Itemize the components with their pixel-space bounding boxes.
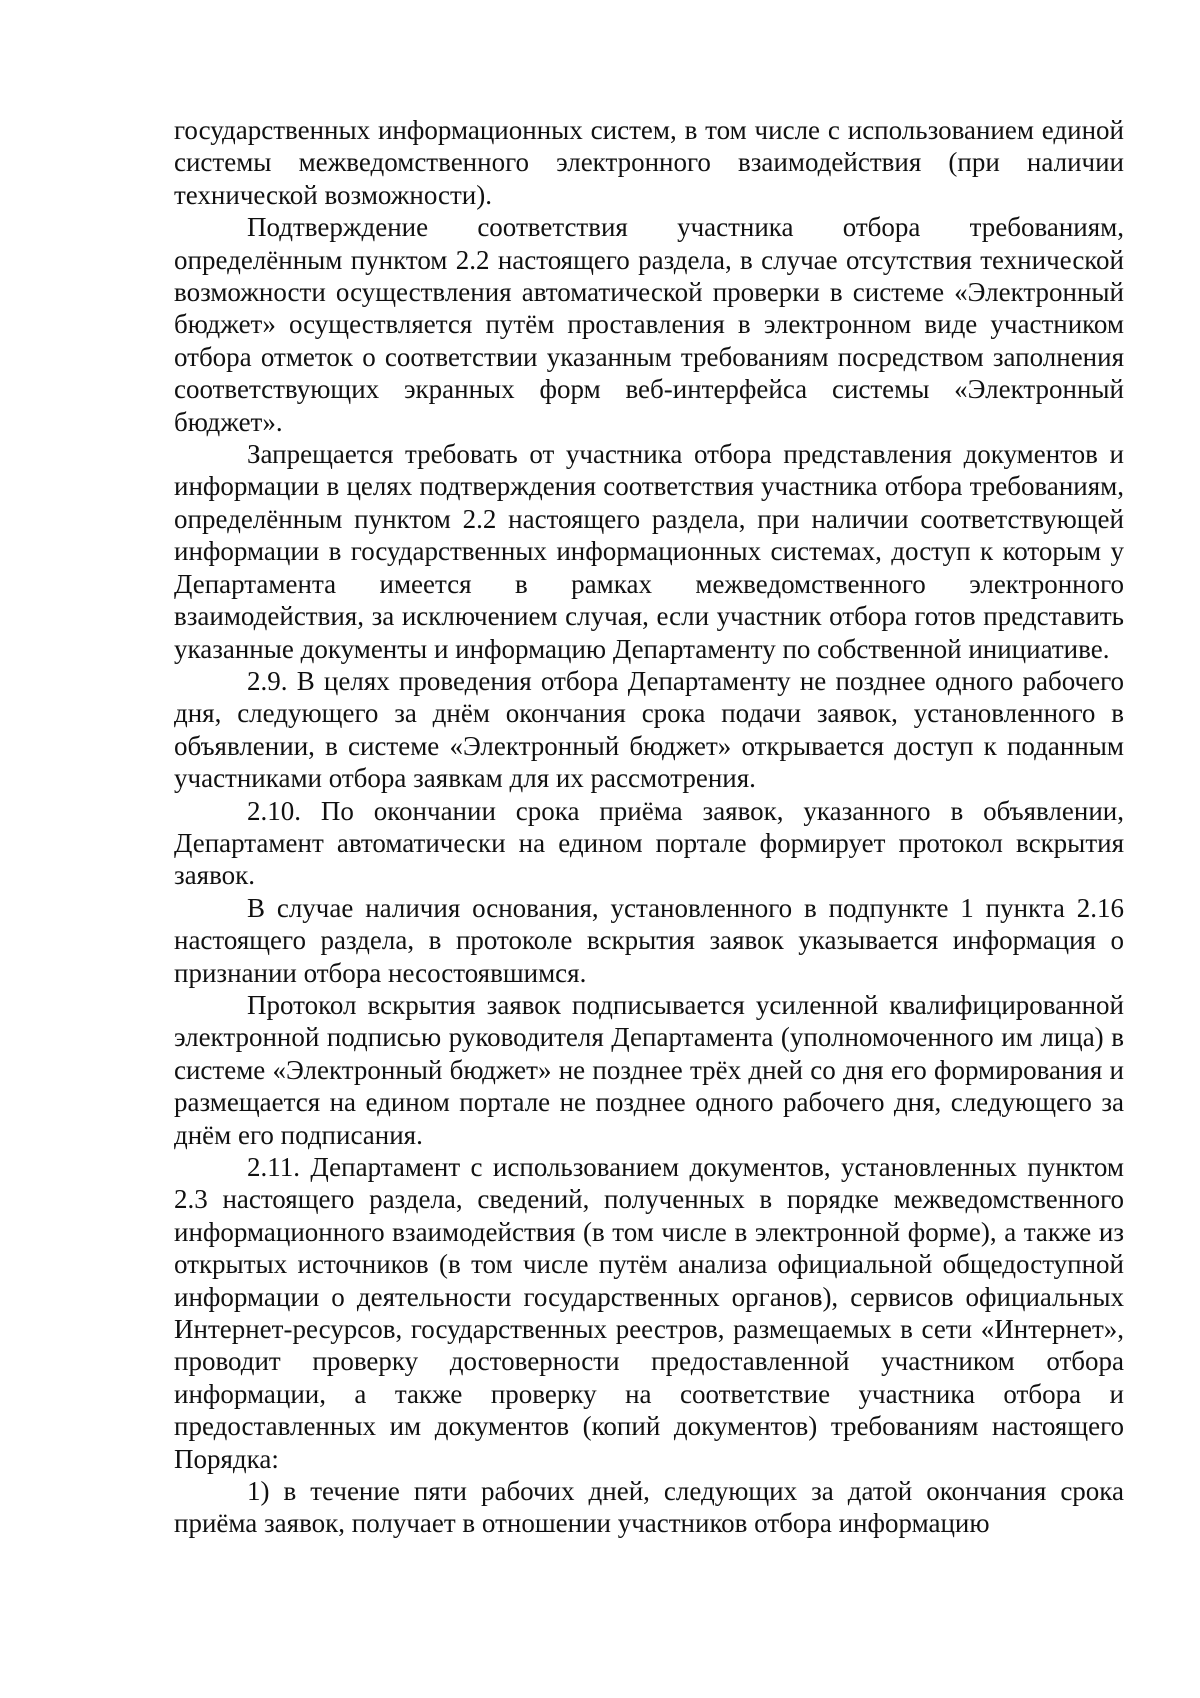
paragraph-9: 1) в течение пяти рабочих дней, следующих за датой окончания срока приёма заявок, получает в отношении участников отбора информацию bbox=[174, 1476, 1124, 1539]
paragraph-8: 2.11. Департамент с использованием документов, установленных пунктом 2.3 настоящего раздела, сведений, полученных в порядке межведомственного информационного взаимодействия (в том числе в электронной форме), а также из открытых источников (в том числе путём анализа официальной общедоступной информации о деятельности государственных органов), сервисов официальных Интернет-ресурсов, государственных реестров, размещаемых в сети «Интернет», проводит проверку достоверности предоставленной участником отбора информации, а также проверку на соответствие участника отбора и предоставленных им документов (копий документов) требованиям настоящего Порядка: bbox=[174, 1152, 1124, 1474]
paragraph-1: государственных информационных систем, в том числе с использованием единой системы межведомственного электронного взаимодействия (при наличии технической возможности). bbox=[174, 115, 1124, 210]
paragraph-5: 2.10. По окончании срока приёма заявок, указанного в объявлении, Департамент автоматически на едином портале формирует протокол вскрытия заявок. bbox=[174, 795, 1124, 891]
paragraph-6: В случае наличия основания, установленного в подпункте 1 пункта 2.16 настоящего раздела, в протоколе вскрытия заявок указывается информация о признании отбора несостоявшимся. bbox=[174, 892, 1124, 988]
document-page bbox=[174, 114, 1124, 1540]
paragraph-7: Протокол вскрытия заявок подписывается усиленной квалифицированной электронной подписью руководителя Департамента (уполномоченного им лица) в системе «Электронный бюджет» не позднее трёх дней со дня его формирования и размещается на едином портале не позднее одного рабочего дня, следующего за днём его подписания. bbox=[174, 989, 1124, 1150]
paragraph-2: Подтверждение соответствия участника отбора требованиям, определённым пунктом 2.2 настоящего раздела, в случае отсутствия технической возможности осуществления автоматической проверки в системе «Электронный бюджет» осуществляется путём проставления в электронном виде участником отбора отметок о соответствии указанным требованиям посредством заполнения соответствующих экранных форм веб-интерфейса системы «Электронный бюджет». bbox=[174, 212, 1124, 437]
paragraph-3: Запрещается требовать от участника отбора представления документов и информации в целях подтверждения соответствия участника отбора требованиям, определённым пунктом 2.2 настоящего раздела, при наличии соответствующей информации в государственных информационных системах, доступ к которым у Департамента имеется в рамках межведомственного электронного взаимодействия, за исключением случая, если участник отбора готов представить указанные документы и информацию Департаменту по собственной инициативе. bbox=[174, 439, 1124, 664]
paragraph-4: 2.9. В целях проведения отбора Департаменту не позднее одного рабочего дня, следующего за днём окончания срока подачи заявок, установленного в объявлении, в системе «Электронный бюджет» открывается доступ к поданным участниками отбора заявкам для их рассмотрения. bbox=[174, 665, 1124, 794]
